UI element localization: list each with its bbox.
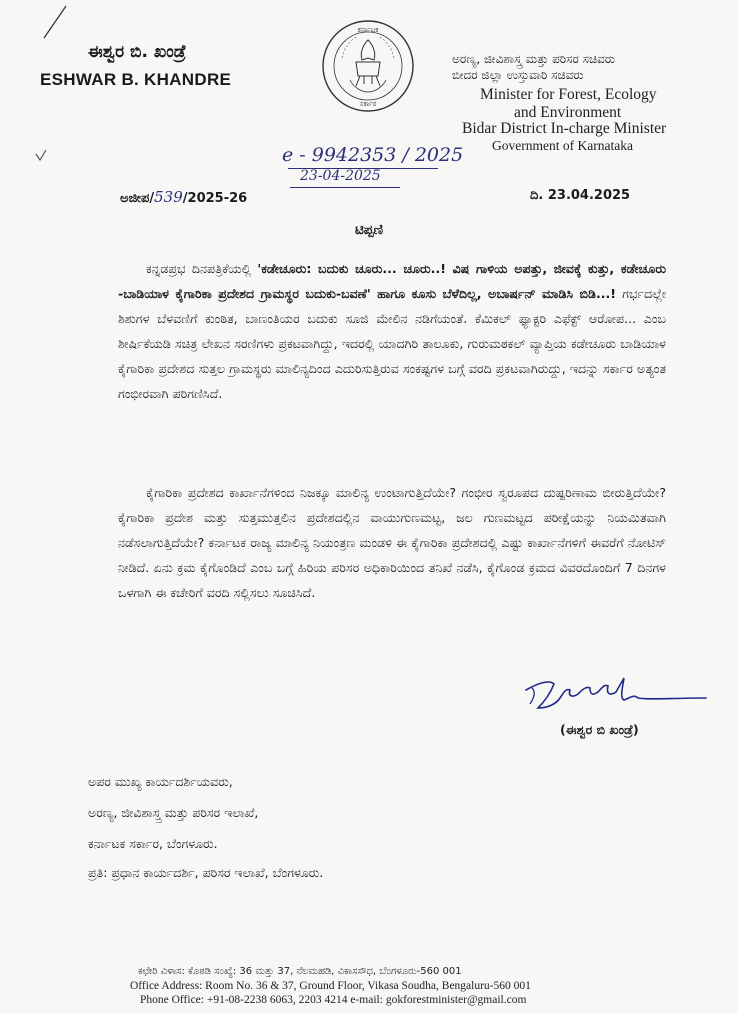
minister-name-kannada: ಈಶ್ವರ ಬಿ. ಖಂಡ್ರೆ: [88, 42, 186, 62]
paragraph-1-headline: 'ಕಡೇಚೂರು: ಬದುಕು ಚೂರು... ಚೂರು..! ವಿಷ ಗಾಳಿಯ ಅಪತ್ತು, ಜೀವಕ್ಕೆ ಕುತ್ತು, ಕಡೇಚೂರು -ಬಾಡಿಯಾಳ ಕೈಗಾರಿಕಾ ಪ್ರದೇಶದ ಗ್ರಾಮಸ್ಥರ ಬದುಕು-ಬವಣೆ' ಹಾಗೂ ಕೂಸು ಬೆಳೆದಿಲ್ಲ, ಅಬಾರ್ಷನ್ ಮಾಡಿಸಿ ಬಿಡಿ...!: [118, 261, 666, 301]
reference-handwritten-number: 539: [154, 188, 183, 206]
footer-address-kannada: ಕಛೇರಿ ವಿಳಾಸ: ಕೊಠಡಿ ಸಂಖ್ಯೆ: 36 ಮತ್ತು 37, ನೆಲಮಹಡಿ, ವಿಕಾಸಸೌಧ, ಬೆಂಗಳೂರು-560 001: [138, 966, 462, 977]
designation-english-line3: Bidar District In-charge Minister: [462, 120, 667, 137]
signer-name: (ಈಶ್ವರ ಬಿ ಖಂಡ್ರೆ): [560, 722, 639, 737]
emblem-bottom-text: ಸರ್ಕಾರ: [359, 100, 377, 108]
handwritten-date-underline: [290, 187, 400, 188]
reference-number: [120, 188, 247, 206]
footer-address-english: Office Address: Room No. 36 & 37, Ground Floor, Vikasa Soudha, Bengaluru-560 001: [130, 980, 531, 992]
paragraph-2-text: ಕೈಗಾರಿಕಾ ಪ್ರದೇಶದ ಕಾರ್ಖಾನೆಗಳಿಂದ ನಿಜಕ್ಕೂ ಮಾಲಿನ್ಯ ಉಂಟಾಗುತ್ತಿದೆಯೇ? ಗಂಭೀರ ಸ್ವರೂಪದ ದುಷ್ಪರಿಣಾಮ ಬೀರುತ್ತಿದೆಯೇ? ಕೈಗಾರಿಕಾ ಪ್ರದೇಶ ಮತ್ತು ಸುತ್ತಮುತ್ತಲಿನ ಪ್ರದೇಶದಲ್ಲಿನ ವಾಯುಗುಣಮಟ್ಟ, ಜಲ ಗುಣಮಟ್ಟದ ಪರೀಕ್ಷೆಯನ್ನು ನಿಯಮಿತವಾಗಿ ನಡೆಸಲಾಗುತ್ತಿದೆಯೇ? ಕರ್ನಾಟಕ ರಾಜ್ಯ ಮಾಲಿನ್ಯ ನಿಯಂತ್ರಣ ಮಂಡಳಿ ಈ ಕೈಗಾರಿಕಾ ಪ್ರದೇಶದಲ್ಲಿ ಎಷ್ಟು ಕಾರ್ಖಾನೆಗಳಿಗೆ ಈವರೆಗೆ ನೋಟಿಸ್ ನೀಡಿದೆ. ಏನು ಕ್ರಮ ಕೈಗೊಂಡಿದೆ ಎಂಬ ಬಗ್ಗೆ ಹಿರಿಯ ಪರಿಸರ ಅಧಿಕಾರಿಯಿಂದ ತನಿಖೆ ನಡೆಸಿ, ಕೈಗೊಂಡ ಕ್ರಮದ ವಿವರದೊಂದಿಗೆ 7 ದಿನಗಳ ಒಳಗಾಗಿ ಈ ಕಚೇರಿಗೆ ವರದಿ ಸಲ್ಲಿಸಲು ಸೂಚಿಸಿದೆ.: [118, 485, 666, 600]
karnataka-emblem-icon: [320, 18, 416, 114]
body-paragraph-2: [118, 480, 666, 605]
recipient-line-1: ಅಪರ ಮುಖ್ಯ ಕಾರ್ಯದರ್ಶಿಯವರು,: [88, 774, 233, 789]
handwritten-signature: [520, 668, 710, 718]
footer-phone-email: Phone Office: +91-08-2238 6063, 2203 4214 e-mail: gokforestminister@gmail.com: [140, 994, 527, 1006]
recipient-line-3: ಕರ್ನಾಟಕ ಸರ್ಕಾರ, ಬೆಂಗಳೂರು.: [88, 836, 218, 851]
designation-kannada-line1: ಅರಣ್ಯ, ಜೀವಿಶಾಸ್ತ್ರ ಮತ್ತು ಪರಿಸರ ಸಚಿವರು: [452, 52, 615, 66]
pen-stroke-mark: [40, 2, 70, 42]
designation-english-line4: Government of Karnataka: [492, 138, 633, 153]
body-paragraph-1: [118, 256, 666, 406]
emblem-top-text: ಕರ್ನಾಟಕ: [357, 26, 379, 34]
reference-prefix: ಅಜೀಪ/: [120, 191, 155, 206]
recipient-line-2: ಅರಣ್ಯ, ಜೀವಿಶಾಸ್ತ್ರ ಮತ್ತು ಪರಿಸರ ಇಲಾಖೆ,: [88, 805, 259, 820]
tick-mark: [34, 148, 48, 164]
minister-name-english: ESHWAR B. KHANDRE: [40, 70, 232, 89]
designation-kannada-line2: ಬೀದರ ಜಿಲ್ಲಾ ಉಸ್ತುವಾರಿ ಸಚಿವರು: [452, 68, 584, 82]
reference-suffix: /2025-26: [182, 191, 248, 206]
designation-english-line2: and Environment: [514, 104, 622, 121]
document-heading: ಟಿಪ್ಪಣಿ: [354, 222, 384, 238]
document-date: ದಿ. 23.04.2025: [530, 188, 631, 203]
designation-english-line1: Minister for Forest, Ecology: [480, 86, 657, 103]
handwritten-file-date: 23-04-2025: [300, 168, 381, 184]
paragraph-1-intro: ಕನ್ನಡಪ್ರಭ ದಿನಪತ್ರಿಕೆಯಲ್ಲಿ: [146, 261, 258, 276]
paragraph-1-rest: ಗರ್ಭದಲ್ಲೇ ಶಿಶುಗಳ ಬೆಳವಣಿಗೆ ಕುಂಠಿತ, ಬಾಣಂತಿಯರ ಬದುಕು ಸೂಜಿ ಮೇಲಿನ ನಡಿಗೆಯಂತೆ. ಕೆಮಿಕಲ್ ಫ್ಯಾಕ್ಟರಿ ಎಫೆಕ್ಟ್ ಆರೋಪ... ಎಂಬ ಶೀರ್ಷಿಕೆಯಡಿ ಸಚಿತ್ರ ಲೇಖನ ಸರಣಿಗಳು ಪ್ರಕಟವಾಗಿದ್ದು, ಇದರಲ್ಲಿ ಯಾದಗಿರಿ ತಾಲೂಕು, ಗುರುಮಠಕಲ್ ವ್ಯಾಪ್ತಿಯ ಕಡೇಚೂರು ಬಾಡಿಯಾಳ ಕೈಗಾರಿಕಾ ಪ್ರದೇಶದ ಸುತ್ತಲ ಗ್ರಾಮಸ್ಥರು ಮಾಲಿನ್ಯದಿಂದ ಎದುರಿಸುತ್ತಿರುವ ಸಂಕಷ್ಟಗಳ ಬಗ್ಗೆ ವರದಿ ಪ್ರಕಟವಾಗಿರುದ್ದು, ಇದನ್ನು ಸರ್ಕಾರ ಅತ್ಯಂತ ಗಂಭೀರವಾಗಿ ಪರಿಗಣಿಸಿದೆ.: [118, 286, 667, 401]
handwritten-file-reference: e - 9942353 / 2025: [282, 144, 464, 166]
copy-to-line: ಪ್ರತಿ: ಪ್ರಧಾನ ಕಾರ್ಯದರ್ಶಿ, ಪರಿಸರ ಇಲಾಖೆ, ಬೆಂಗಳೂರು.: [88, 865, 324, 880]
